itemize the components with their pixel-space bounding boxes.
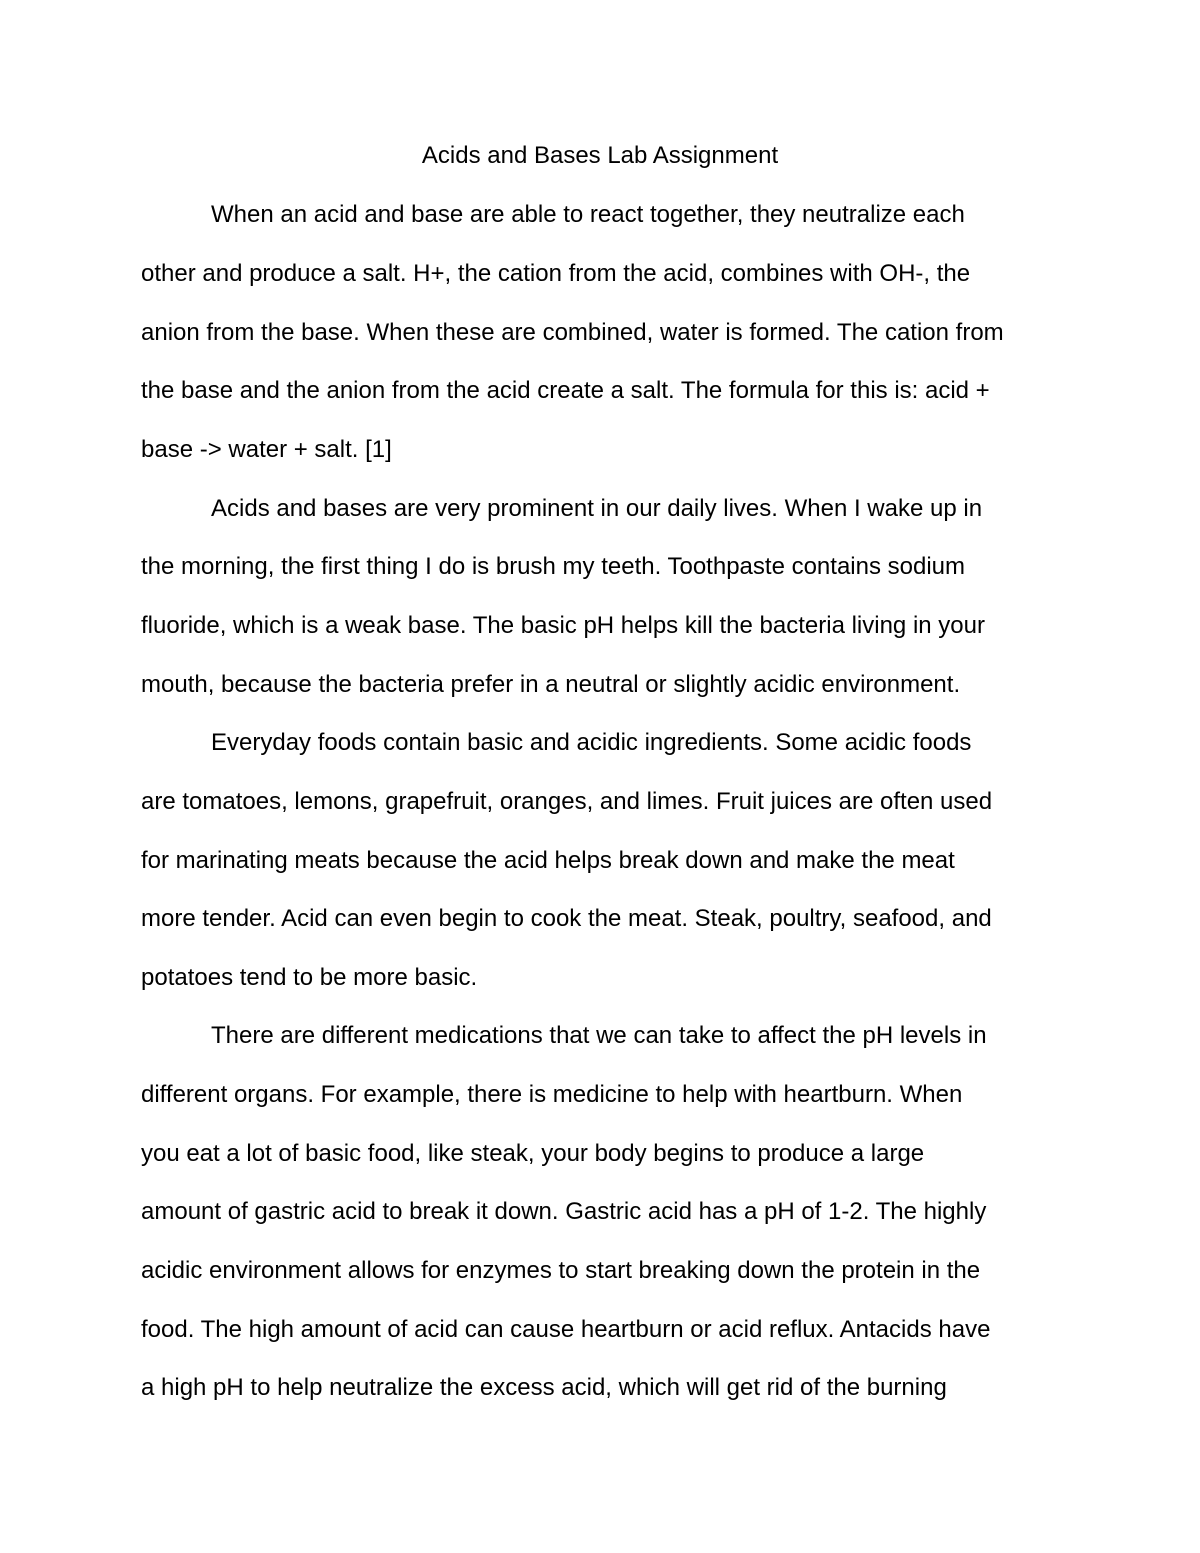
text-line: other and produce a salt. H+, the cation from the acid, combines with OH-, the <box>141 260 971 287</box>
text-line: base -> water + salt. [1] <box>141 436 392 463</box>
text-line: food. The high amount of acid can cause heartburn or acid reflux. Antacids have <box>141 1316 991 1343</box>
text-line: acidic environment allows for enzymes to start breaking down the protein in the <box>141 1257 981 1284</box>
text-line: fluoride, which is a weak base. The basic pH helps kill the bacteria living in your <box>141 612 985 639</box>
text-line: different organs. For example, there is medicine to help with heartburn. When <box>141 1081 963 1108</box>
text-line: amount of gastric acid to break it down. Gastric acid has a pH of 1-2. The highly <box>141 1198 987 1225</box>
text-line: anion from the base. When these are combined, water is formed. The cation from <box>141 319 1004 346</box>
text-line: the morning, the first thing I do is brush my teeth. Toothpaste contains sodium <box>141 553 966 580</box>
text-line: the base and the anion from the acid create a salt. The formula for this is: acid + <box>141 377 990 404</box>
text-line: more tender. Acid can even begin to cook the meat. Steak, poultry, seafood, and <box>141 905 992 932</box>
text-line: you eat a lot of basic food, like steak, your body begins to produce a large <box>141 1140 925 1167</box>
text-line: Acids and bases are very prominent in our daily lives. When I wake up in <box>211 495 983 522</box>
text-line: are tomatoes, lemons, grapefruit, oranges, and limes. Fruit juices are often used <box>141 788 993 815</box>
text-line: mouth, because the bacteria prefer in a neutral or slightly acidic environment. <box>141 671 961 698</box>
text-line: a high pH to help neutralize the excess acid, which will get rid of the burning <box>141 1374 947 1401</box>
text-line: potatoes tend to be more basic. <box>141 964 478 991</box>
document-title: Acids and Bases Lab Assignment <box>421 142 779 169</box>
text-line: for marinating meats because the acid helps break down and make the meat <box>141 847 955 874</box>
text-line: Everyday foods contain basic and acidic ingredients. Some acidic foods <box>211 729 972 756</box>
text-line: When an acid and base are able to react together, they neutralize each <box>211 201 965 228</box>
text-line: There are different medications that we can take to affect the pH levels in <box>211 1022 987 1049</box>
